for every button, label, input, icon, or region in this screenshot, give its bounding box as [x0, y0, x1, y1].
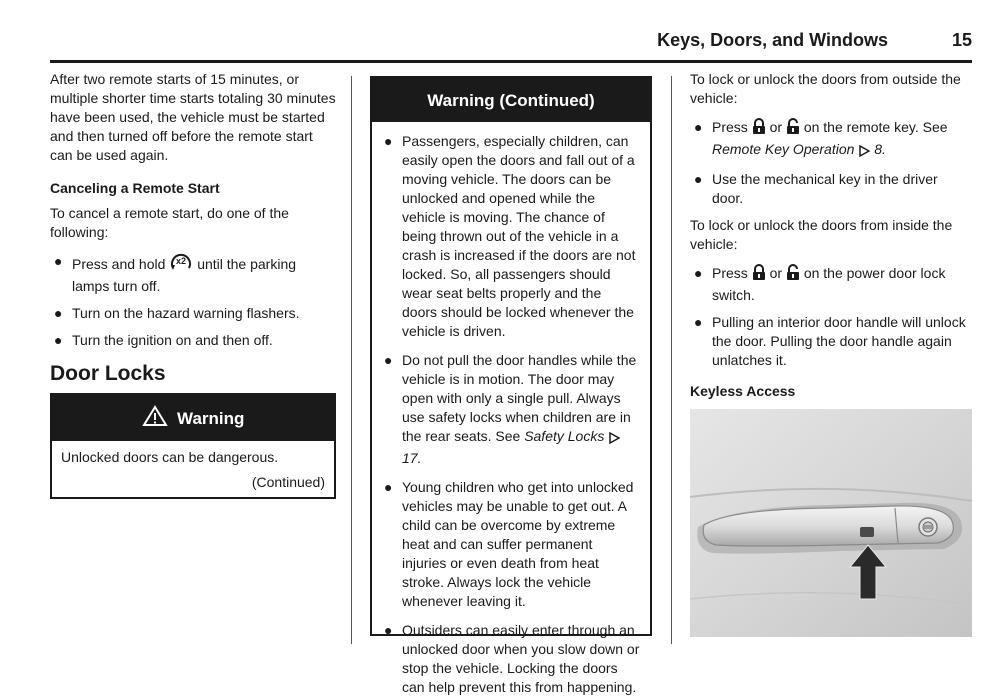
outside-lock-list	[690, 118, 972, 208]
safety-locks-page: 17.	[402, 450, 422, 466]
power-lock-text: on the power door lock switch.	[712, 265, 946, 303]
passengers-warning-text: Passengers, especially children, can easily open the doors and fall out of a moving vehicle. The doors can be unlocked and opened while the vehicle is moving. The chance of being thrown out of the vehicle in a crash is increased if the doors are not locked. So, all passengers should wear seat belts properly and the doors should be locked whenever the vehicle is driven.	[402, 133, 636, 339]
continued-label: (Continued)	[251, 474, 325, 490]
remote-key-operation-link[interactable]: Remote Key Operation	[712, 141, 855, 157]
arrow-reference-icon	[608, 430, 620, 449]
bullet-icon: ●	[694, 314, 703, 330]
door-handles-warning-text: Do not pull the door handles while the vehicle is in motion. The door may open with only a single pull. Always use safety locks when children are in the rear seats. See	[402, 352, 637, 444]
bullet-icon: ●	[384, 479, 393, 495]
column-2	[370, 76, 652, 695]
hazard-text: Turn on the hazard warning flashers.	[72, 305, 300, 321]
bullet-icon: ●	[694, 171, 703, 187]
keyless-access-door-handle-photo	[690, 409, 972, 637]
press-text: Press	[712, 265, 748, 281]
bullet-icon: ●	[384, 352, 393, 368]
inside-lock-intro: To lock or unlock the doors from inside the vehicle:	[690, 217, 953, 252]
list-item	[380, 351, 640, 468]
unlock-icon	[786, 264, 800, 286]
lock-icon	[752, 118, 766, 140]
cancel-steps-list	[50, 252, 336, 350]
bullet-icon: ●	[384, 622, 393, 638]
column-1	[50, 70, 336, 499]
section-title: Keys, Doors, and Windows	[657, 30, 888, 50]
warning-header	[52, 395, 334, 441]
safety-locks-link[interactable]: Safety Locks	[524, 428, 605, 444]
list-item	[380, 621, 640, 697]
warning-box	[50, 393, 336, 499]
list-item	[380, 132, 640, 341]
list-item	[50, 252, 336, 296]
bullet-icon: ●	[694, 265, 703, 281]
inside-lock-list	[690, 264, 972, 370]
bullet-icon: ●	[54, 253, 63, 269]
page-number: 15	[951, 30, 972, 50]
remote-start-limit-paragraph: After two remote starts of 15 minutes, or multiple shorter time starts totaling 30 minutes have been used, the vehicle must be started and then turned off before the remote start can be used again.	[50, 71, 336, 163]
bullet-icon: ●	[54, 332, 63, 348]
children-warning-text: Young children who get into unlocked vehicles may be unable to get out. A child can be overcome by extreme heat and can suffer permanent injuries or even death from heat stroke. Always lock the vehicle whenever leaving it.	[402, 479, 634, 609]
outsiders-warning-text: Outsiders can easily enter through an unlocked door when you slow down or stop the vehicle. Locking the doors can help prevent this from happening.	[402, 622, 640, 695]
column-divider-right	[671, 76, 672, 644]
warning-triangle-icon	[142, 405, 168, 431]
bullet-icon: ●	[54, 305, 63, 321]
warning-continued-box	[370, 76, 652, 695]
press-text: Press	[712, 119, 748, 135]
list-item	[380, 478, 640, 611]
warning-list	[380, 132, 640, 697]
ignition-text: Turn the ignition on and then off.	[72, 332, 273, 348]
list-item	[50, 304, 336, 323]
list-item	[690, 118, 972, 162]
remote-start-x2-icon	[169, 252, 193, 277]
or-text: or	[769, 265, 783, 281]
bullet-icon: ●	[384, 133, 393, 149]
keyless-access-heading: Keyless Access	[690, 383, 796, 399]
arrow-reference-icon	[858, 143, 870, 162]
warning-continued-header: Warning (Continued)	[372, 78, 650, 122]
remote-key-text: on the remote key. See	[803, 119, 948, 135]
or-text: or	[769, 119, 783, 135]
door-locks-heading: Door Locks	[50, 362, 166, 385]
column-3	[690, 70, 972, 637]
list-item	[690, 313, 972, 370]
warning-text: Unlocked doors can be dangerous.	[61, 449, 279, 465]
column-divider-left	[351, 76, 352, 644]
list-item	[690, 264, 972, 305]
press-hold-text: Press and hold	[72, 256, 166, 272]
canceling-remote-start-heading: Canceling a Remote Start	[50, 180, 220, 196]
mechanical-key-text: Use the mechanical key in the driver door.	[712, 171, 938, 206]
cancel-intro-paragraph: To cancel a remote start, do one of the following:	[50, 205, 289, 240]
unlock-icon	[786, 118, 800, 140]
outside-lock-intro: To lock or unlock the doors from outside the vehicle:	[690, 71, 961, 106]
list-item	[690, 170, 972, 208]
list-item	[50, 331, 336, 350]
remote-key-page: 8.	[874, 141, 886, 157]
bullet-icon: ●	[694, 119, 703, 135]
svg-text:x2: x2	[176, 256, 187, 266]
lock-icon	[752, 264, 766, 286]
pull-handle-text: Pulling an interior door handle will unlock the door. Pulling the door handle again unlatches it.	[712, 314, 966, 368]
warning-title: Warning	[177, 409, 245, 428]
page-header	[50, 28, 972, 63]
parking-lamps-text: until the parking lamps turn off.	[72, 256, 297, 294]
